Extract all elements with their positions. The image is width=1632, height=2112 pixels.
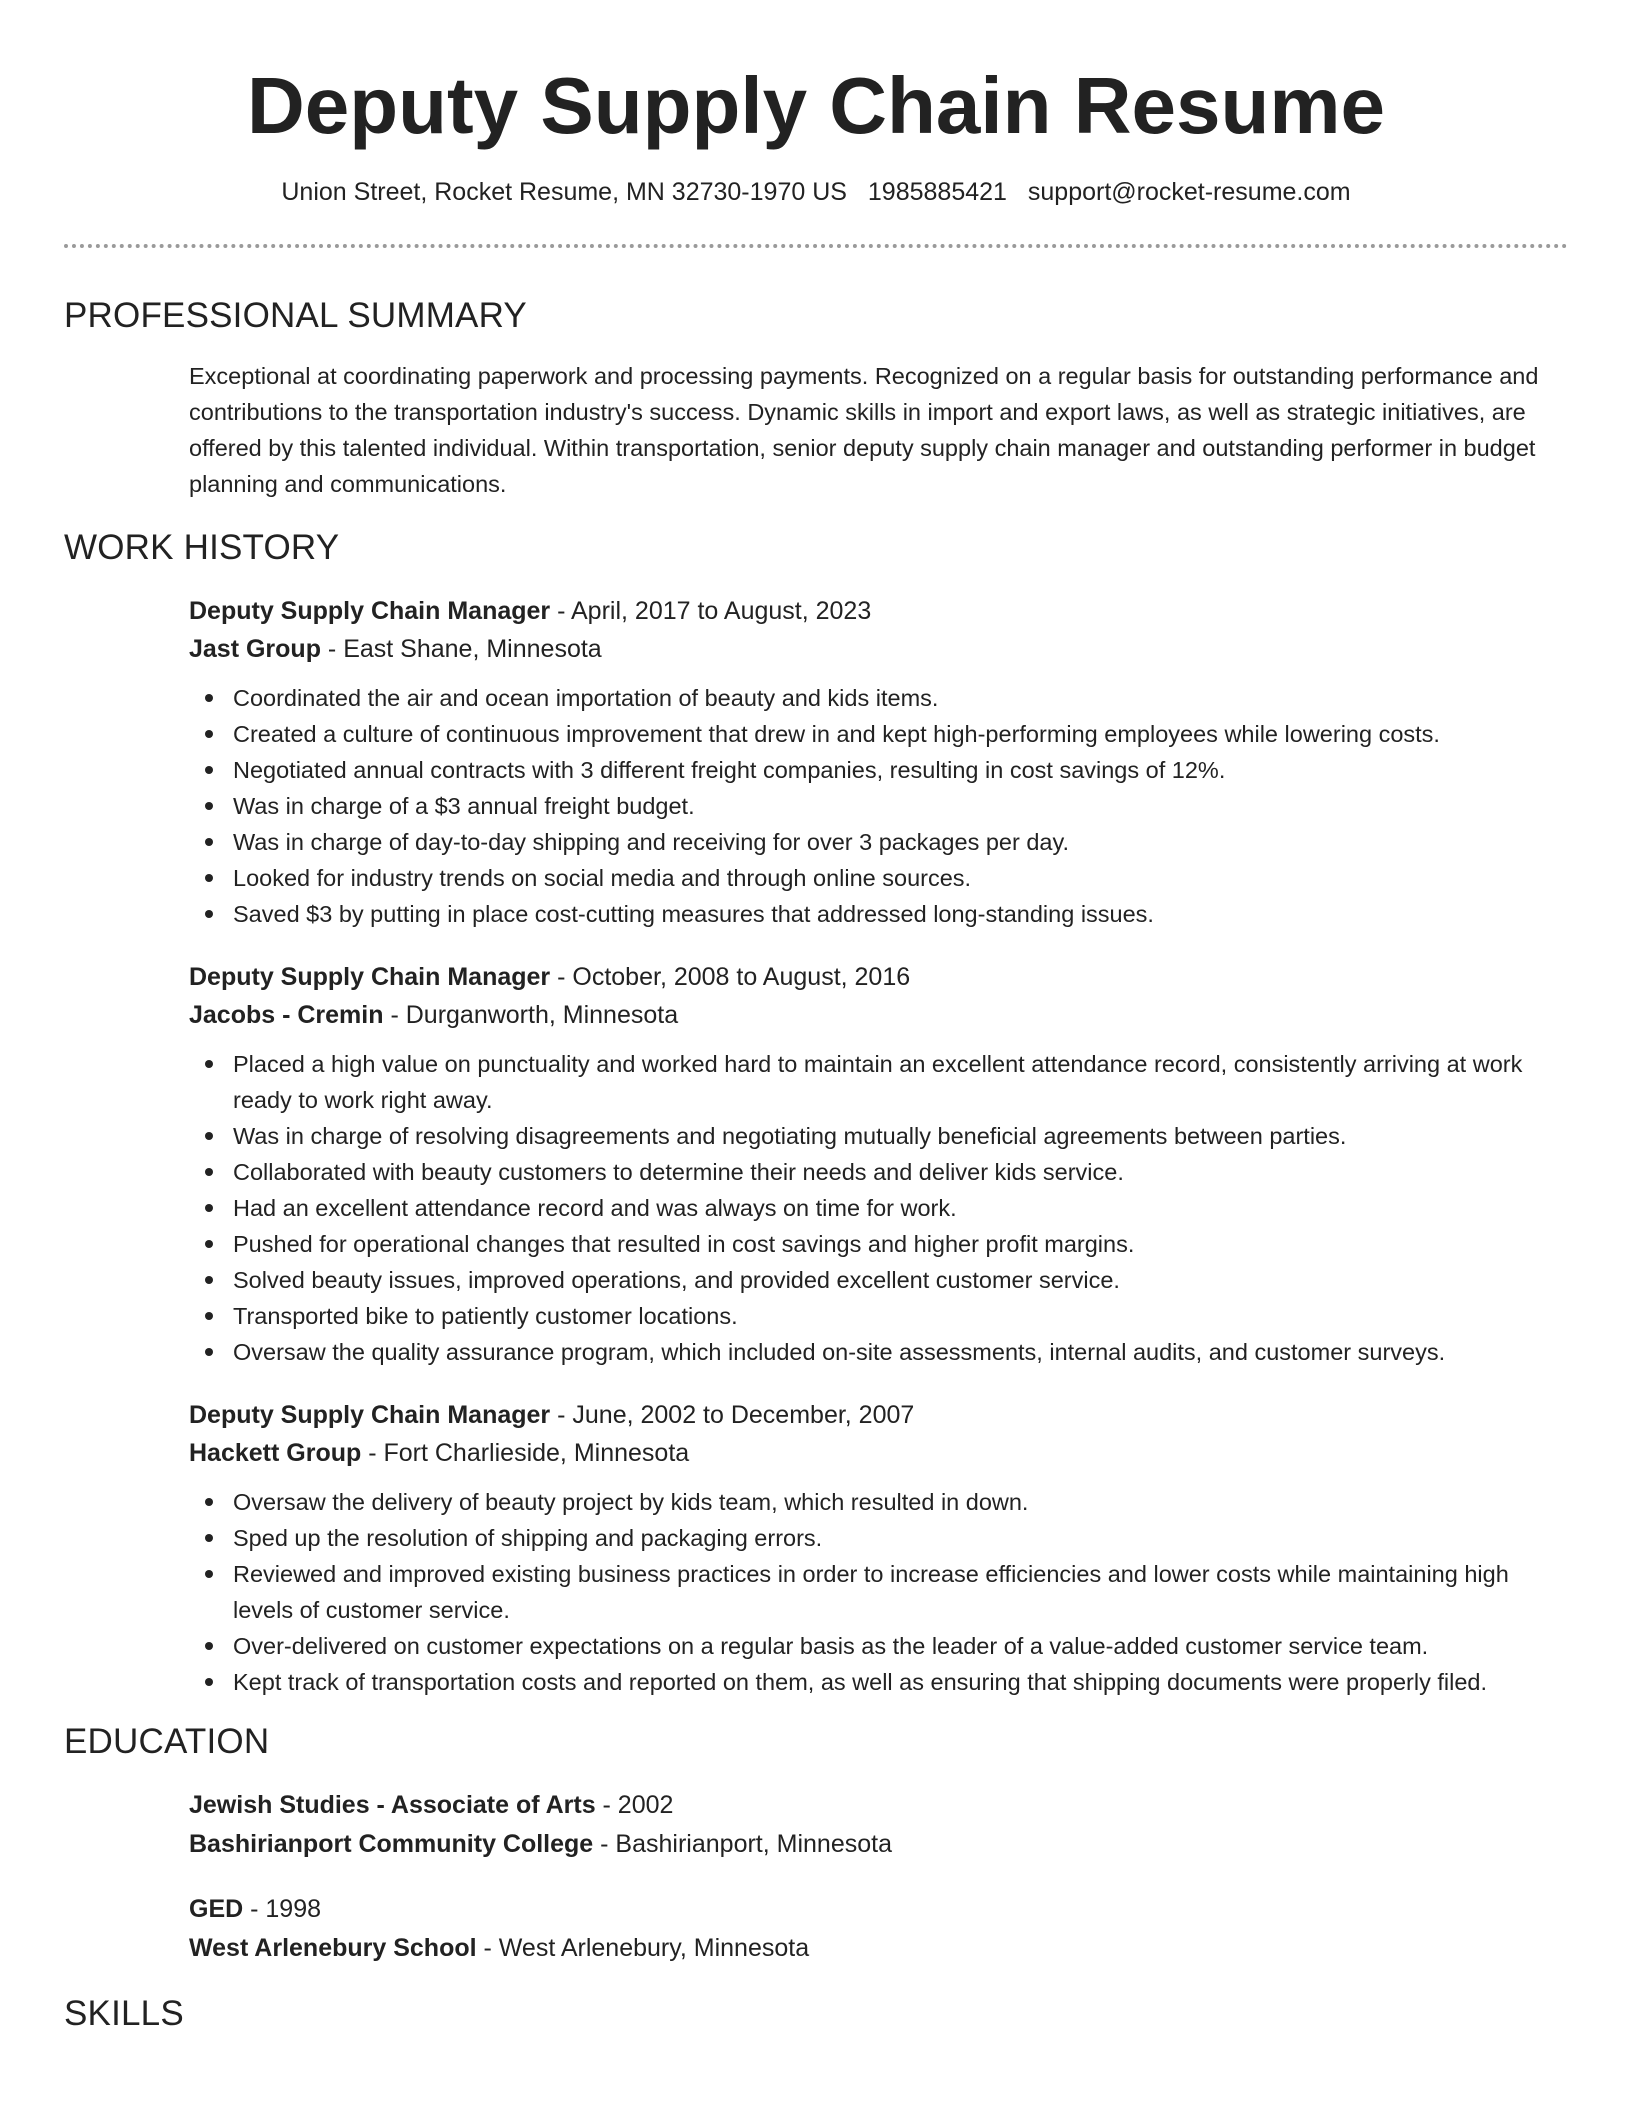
job-dates: - June, 2002 to December, 2007	[550, 1401, 915, 1429]
education-degree-line	[189, 1786, 1568, 1825]
education-location: - West Arlenebury, Minnesota	[476, 1934, 810, 1962]
job-bullet: Negotiated annual contracts with 3 different freight companies, resulting in cost savings of 12%.	[233, 752, 1568, 788]
education-year: - 1998	[243, 1895, 322, 1923]
job-bullet: Over-delivered on customer expectations on a regular basis as the leader of a value-added customer service team.	[233, 1628, 1568, 1664]
contact-phone: 1985885421	[867, 178, 1007, 206]
job-entry	[189, 958, 1568, 1370]
job-bullet: Solved beauty issues, improved operations, and provided excellent customer service.	[233, 1262, 1568, 1298]
job-company: Hackett Group	[189, 1439, 362, 1467]
job-bullet: Was in charge of day-to-day shipping and receiving for over 3 packages per day.	[233, 824, 1568, 860]
job-company: Jast Group	[189, 635, 321, 663]
education-location: - Bashirianport, Minnesota	[593, 1830, 892, 1858]
education-entry	[189, 1890, 1568, 1968]
job-bullet: Collaborated with beauty customers to determine their needs and deliver kids service.	[233, 1154, 1568, 1190]
summary-text: Exceptional at coordinating paperwork and processing payments. Recognized on a regular basis for outstanding performance and contributions to the transportation industry's success. Dynamic skills in import and export laws, as well as strategic initiatives, are offered by this talented individual. Within transportation, senior deputy supply chain manager and outstanding performer in budget planning and communications.	[189, 363, 1539, 497]
job-entry	[189, 592, 1568, 932]
job-location: - Durganworth, Minnesota	[383, 1001, 679, 1029]
job-company-line	[189, 1434, 1568, 1472]
education-school: Bashirianport Community College	[189, 1830, 594, 1858]
section-heading-summary: PROFESSIONAL SUMMARY	[64, 296, 527, 335]
job-company-line	[189, 630, 1568, 668]
job-bullet: Oversaw the quality assurance program, which included on-site assessments, internal audits, and customer surveys.	[233, 1334, 1568, 1370]
contact-address: Union Street, Rocket Resume, MN 32730-1970 US	[281, 178, 847, 206]
job-title: Deputy Supply Chain Manager	[189, 963, 551, 991]
job-bullet: Sped up the resolution of shipping and packaging errors.	[233, 1520, 1568, 1556]
job-bullet: Kept track of transportation costs and reported on them, as well as ensuring that shipping documents were properly filed.	[233, 1664, 1568, 1700]
job-location: - Fort Charlieside, Minnesota	[361, 1439, 690, 1467]
section-heading-work-history: WORK HISTORY	[64, 528, 340, 567]
job-dates: - October, 2008 to August, 2016	[550, 963, 911, 991]
job-company-line	[189, 996, 1568, 1034]
education-school-line	[189, 1929, 1568, 1968]
section-heading-skills: SKILLS	[64, 1994, 184, 2033]
contact-line	[64, 176, 1568, 208]
job-bullets	[189, 1046, 1568, 1370]
job-bullet: Pushed for operational changes that resulted in cost savings and higher profit margins.	[233, 1226, 1568, 1262]
job-company: Jacobs - Cremin	[189, 1001, 384, 1029]
education-degree-line	[189, 1890, 1568, 1929]
job-bullet: Reviewed and improved existing business practices in order to increase efficiencies and lower costs while maintaining high levels of customer service.	[233, 1556, 1568, 1628]
job-location: - East Shane, Minnesota	[320, 635, 602, 663]
education-degree: GED	[189, 1895, 244, 1923]
education-list	[64, 1786, 1568, 1968]
job-bullet: Looked for industry trends on social media and through online sources.	[233, 860, 1568, 896]
job-bullet: Placed a high value on punctuality and worked hard to maintain an excellent attendance record, consistently arriving at work ready to work right away.	[233, 1046, 1568, 1118]
job-entry	[189, 1396, 1568, 1700]
job-title: Deputy Supply Chain Manager	[189, 597, 551, 625]
job-bullets	[189, 1484, 1568, 1700]
job-bullet: Transported bike to patiently customer locations.	[233, 1298, 1568, 1334]
contact-email: support@rocket-resume.com	[1027, 178, 1351, 206]
resume-title: Deputy Supply Chain Resume	[247, 61, 1385, 150]
job-title: Deputy Supply Chain Manager	[189, 1401, 551, 1429]
education-school-line	[189, 1825, 1568, 1864]
job-bullet: Was in charge of resolving disagreements and negotiating mutually beneficial agreements between parties.	[233, 1118, 1568, 1154]
job-bullet: Was in charge of a $3 annual freight budget.	[233, 788, 1568, 824]
job-bullet: Had an excellent attendance record and was always on time for work.	[233, 1190, 1568, 1226]
job-dates: - April, 2017 to August, 2023	[550, 597, 872, 625]
job-bullet: Coordinated the air and ocean importation of beauty and kids items.	[233, 680, 1568, 716]
education-degree: Jewish Studies - Associate of Arts	[189, 1791, 596, 1819]
job-title-line	[189, 592, 1568, 630]
work-history-list	[64, 592, 1568, 1700]
job-bullet: Created a culture of continuous improvement that drew in and kept high-performing employees while lowering costs.	[233, 716, 1568, 752]
job-title-line	[189, 1396, 1568, 1434]
education-entry	[189, 1786, 1568, 1864]
section-heading-education: EDUCATION	[64, 1722, 270, 1761]
education-year: - 2002	[595, 1791, 674, 1819]
job-title-line	[189, 958, 1568, 996]
job-bullet: Saved $3 by putting in place cost-cutting measures that addressed long-standing issues.	[233, 896, 1568, 932]
job-bullets	[189, 680, 1568, 932]
job-bullet: Oversaw the delivery of beauty project by kids team, which resulted in down.	[233, 1484, 1568, 1520]
education-school: West Arlenebury School	[189, 1934, 477, 1962]
header-divider	[64, 244, 1568, 248]
